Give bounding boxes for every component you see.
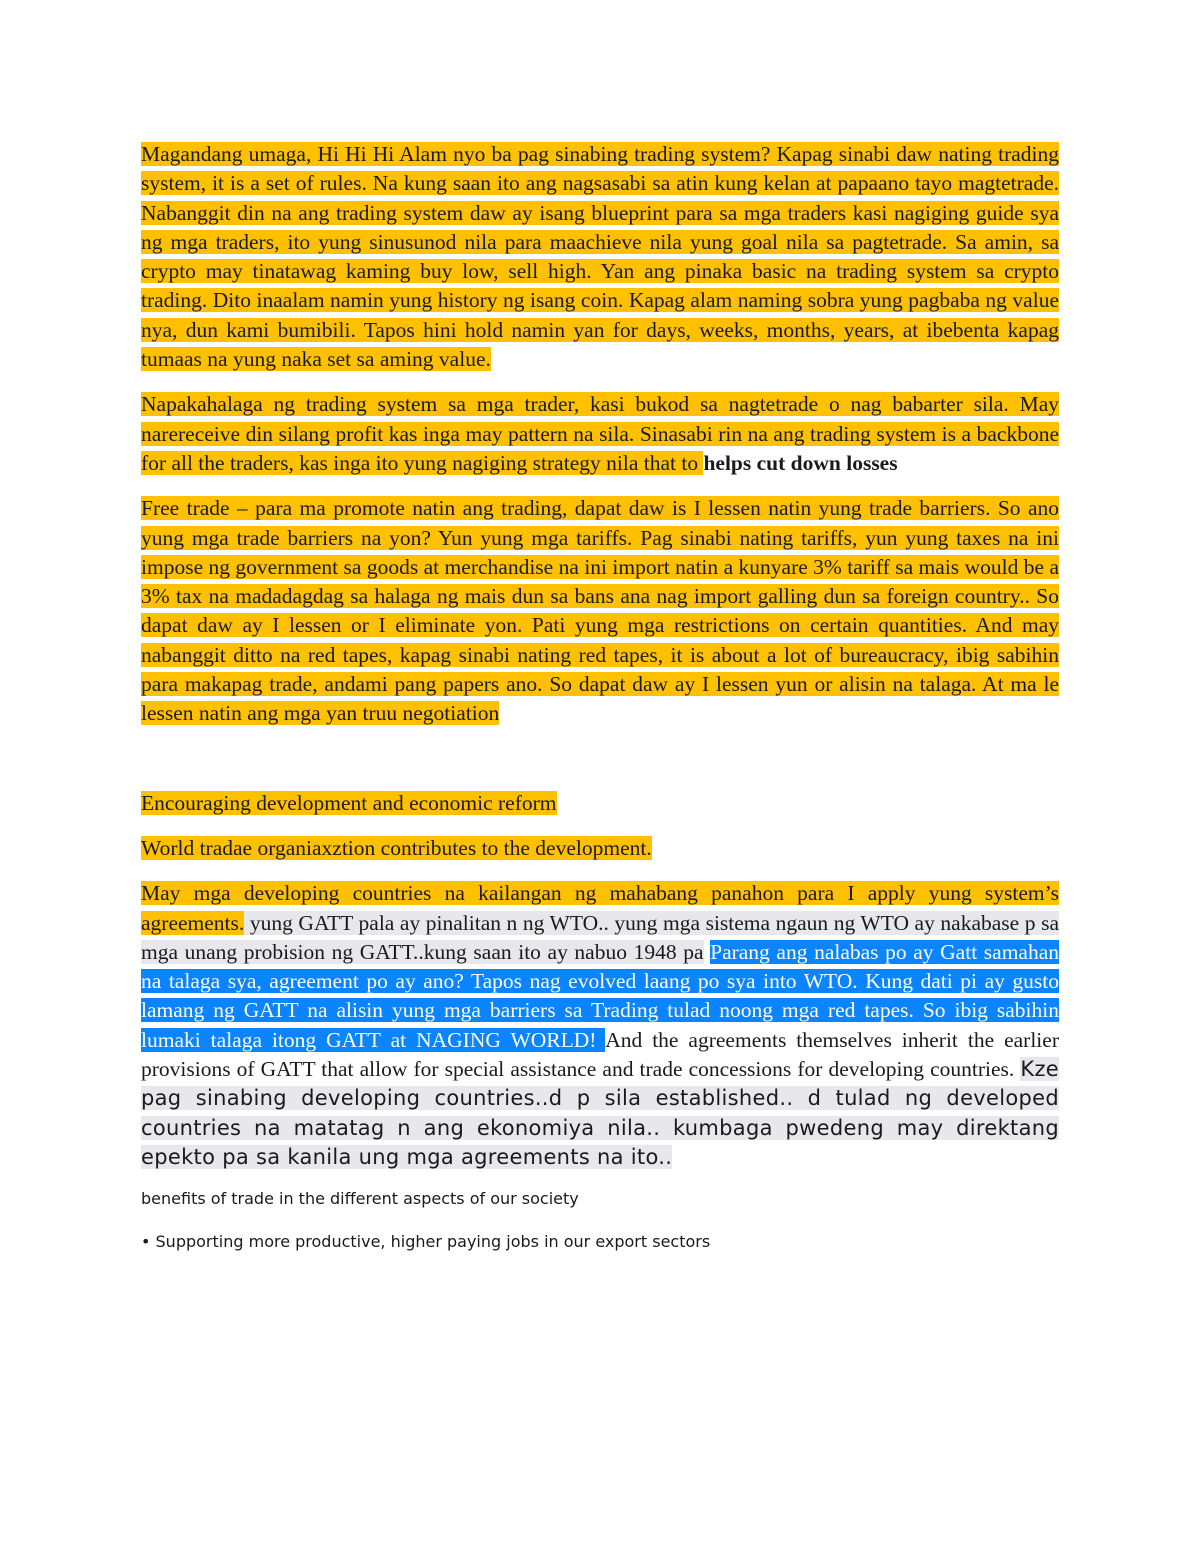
blank-line	[141, 745, 1059, 789]
highlight-yellow: World tradae organiaxztion contributes to the development.	[141, 835, 652, 860]
highlight-yellow: Napakahalaga ng trading system sa mga trader, kasi bukod sa nagtetrade o nag babarter sila. May narereceive din silang profit kas inga may pattern na sila. Sinasabi rin na ang trading system is a backbone for all the traders, kas inga ito yung nagiging strategy nila that to	[141, 392, 1059, 475]
paragraph-encouraging-development	[141, 789, 1059, 818]
paragraph-wto-contributes	[141, 834, 1059, 863]
highlight-yellow: Free trade – para ma promote natin ang trading, dapat daw is I lessen natin yung trade barriers. So ano yung mga trade barriers na yon? Yun yung mga tariffs. Pag sinabi nating tariffs, yun yung taxes na ini impose ng government sa goods at merchandise na ini import natin a kunyare 3% tariff sa mais would be a 3% tax na madadagdag sa halaga ng mais dun sa bans ana nag import galling dun sa foreign country.. So dapat daw ay I lessen or I eliminate yon. Pati yung mga restrictions on certain quantities. And may nabanggit ditto na red tapes, kapag sinabi nating red tapes, it is about a lot of bureaucracy, ibig sabihin para makapag trade, andami pang papers ano. So dapat daw ay I lessen yun or alisin na talaga. At ma le lessen natin ang mga yan truu negotiation	[141, 496, 1059, 726]
highlight-yellow: May mga developing countries na kailangan ng mahabang panahon para I apply yung system’s agreements.	[141, 881, 1059, 935]
paragraph-benefits-heading: benefits of trade in the different aspects of our society	[141, 1189, 579, 1209]
highlight-yellow: Encouraging development and economic reform	[141, 790, 557, 815]
plain-text: And the agreements themselves inherit the earlier provisions of GATT that allow for special assistance and trade concessions for developing countries.	[141, 1027, 1059, 1082]
text-selection-highlight[interactable]: Parang ang nalabas po ay Gatt samahan na talaga sya, agreement po ay ano? Tapos nag evolved laang po sya into WTO. Kung dati pi ay gusto lamang ng GATT na alisin yung mga barriers sa Trading tulad noong mga red tapes. So ibig sabihin lumaki talaga itong GATT at NAGING WORLD!	[141, 939, 1060, 1052]
paragraph-free-trade	[141, 494, 1059, 728]
highlight-yellow: Magandang umaga, Hi Hi Hi Alam nyo ba pag sinabing trading system? Kapag sinabi daw nating trading system, it is a set of rules. Na kung saan ito ang nagsasabi sa atin kung kelan at papaano tayo magtetrade. Nabanggit din na ang trading system daw ay isang blueprint para sa mga traders kasi nagiging guide sya ng mga traders, ito yung sinusunod nila para maachieve nila yung goal nila sa pagtetrade. Sa amin, sa crypto may tinatawag kaming buy low, sell high. Yan ang pinaka basic na trading system sa crypto trading. Dito inaalam namin yung history ng isang coin. Kapag alam naming sobra yung pagbaba ng value nya, dun kami bumibili. Tapos hini hold namin yan for days, weeks, months, years, at ibebenta kapag tumaas na yung naka set sa aming value.	[141, 142, 1059, 372]
paragraph-developing-countries	[141, 879, 1059, 1172]
highlight-gray-sans: Kze pag sinabing developing countries..d p sila established.. d tulad ng developed countries na matatag n ang ekonomiya nila.. kumbaga pwedeng may direktang epekto pa sa kanila ung mga agreements na ito..	[141, 1057, 1059, 1169]
document-page	[141, 140, 1059, 1274]
paragraph-trading-importance	[141, 390, 1059, 478]
highlight-gray: yung GATT pala ay pinalitan n ng WTO.. yung mga sistema ngaun ng WTO ay nakabase p sa mga unang probision ng GATT..kung saan ito ay nabuo 1948 pa	[141, 910, 1059, 964]
bullet-item-export-jobs: • Supporting more productive, higher paying jobs in our export sectors	[141, 1232, 711, 1252]
paragraph-trading-system-intro	[141, 140, 1059, 374]
bold-text: helps cut down losses	[703, 450, 898, 475]
